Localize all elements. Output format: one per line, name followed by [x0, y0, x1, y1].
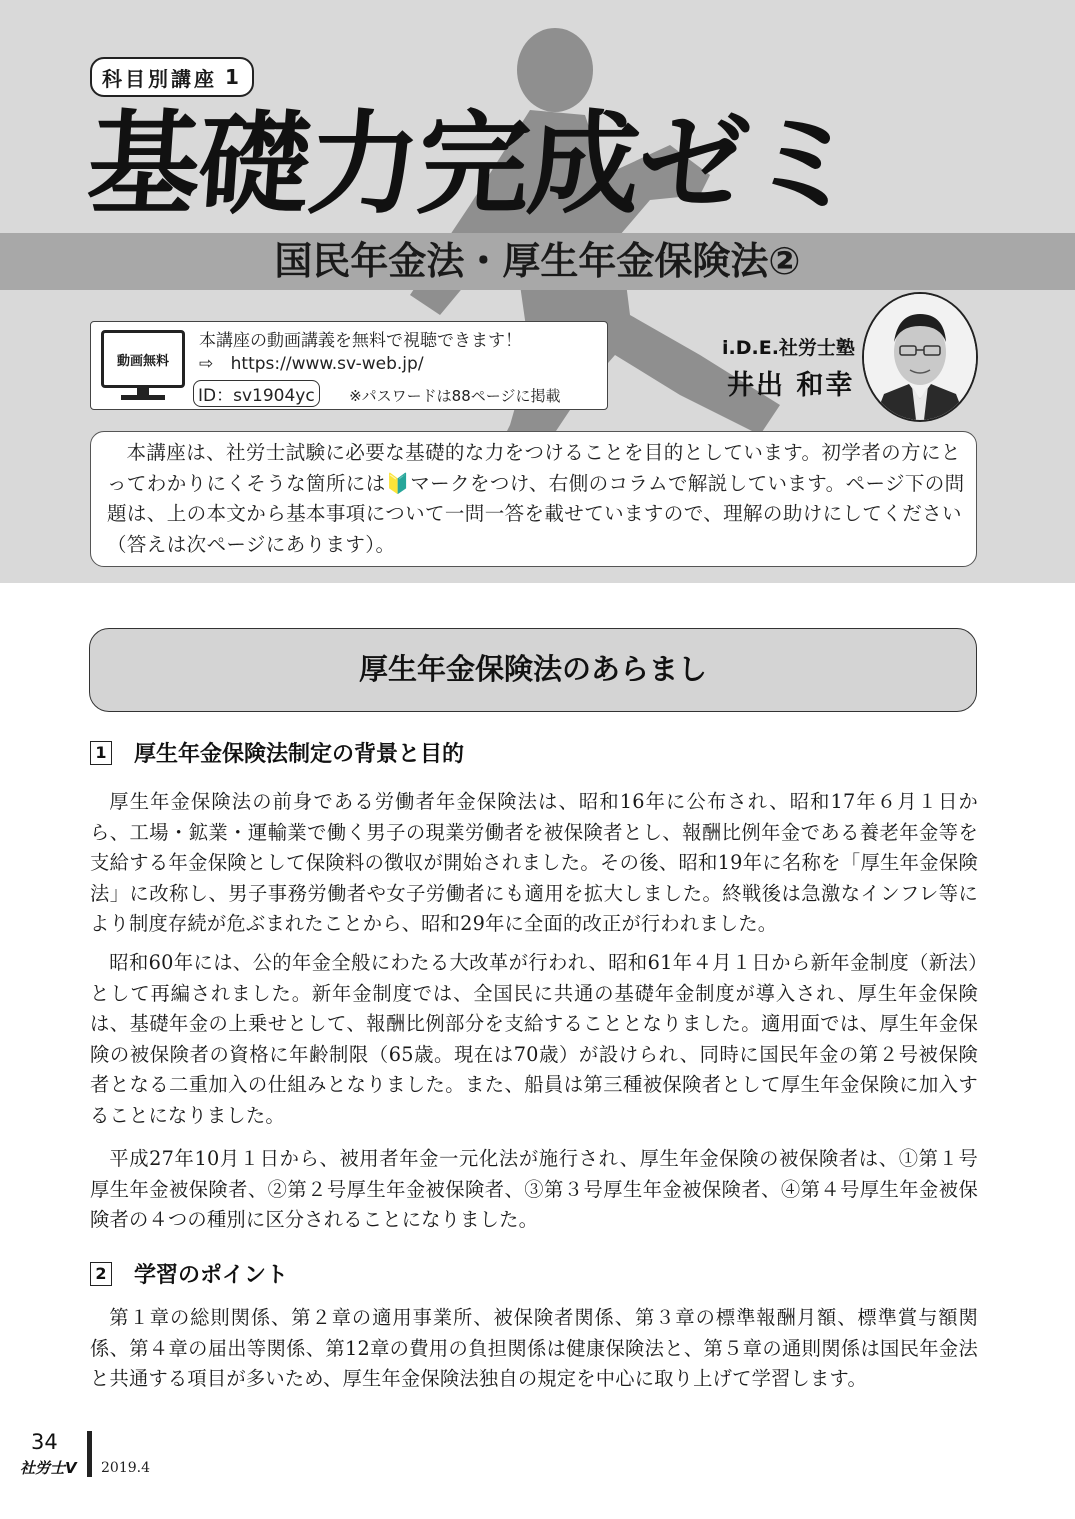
- video-id-line: [199, 380, 560, 407]
- paragraph: 厚生年金保険法の前身である労働者年金保険法は、昭和16年に公布され、昭和17年６月１日から、工場・鉱業・運輸業で働く男子の現業労働者を被保険者とし、報酬比例年金である養老年金等を支給する年金保険として保険料の徴収が開始されました。その後、昭和19年に名称を「厚生年金保険法」に改称し、男子事務労働者や女子労働者にも適用を拡大しました。終戦後は急激なインフレ等により制度存続が危ぶまれたことから、昭和29年に全面的改正が行われました。: [90, 790, 978, 935]
- video-description: 本講座の動画講義を無料で視聴できます！: [199, 331, 522, 351]
- subheading-1: [90, 737, 464, 768]
- course-number: 1: [225, 65, 242, 89]
- video-url-link[interactable]: https://www.sv-web.jp/: [230, 354, 424, 374]
- author-portrait: [862, 292, 978, 422]
- video-url-line: [199, 354, 424, 374]
- paragraph: 平成27年10月１日から、被用者年金一元化法が施行され、厚生年金保険の被保険者は、①第１号厚生年金被保険者、②第２号厚生年金被保険者、③第３号厚生年金被保険者、④第４号厚生年金被保険者の４つの種別に区分されることになりました。: [90, 1147, 978, 1231]
- author-organization: i.D.E.社労士塾: [722, 337, 855, 359]
- section-heading: 厚生年金保険法のあらまし: [358, 652, 707, 686]
- subheading-2: [90, 1258, 288, 1289]
- intro-text: 本講座は、社労士試験に必要な基礎的な力をつけることを目的としています。初学者の方にとってわかりにくそうな箇所には🔰マークをつけ、右側のコラムで解説しています。ページ下の問題は、上の本文から基本事項について一問一答を載せていますので、理解の助けにしてください（答えは次ページにあります）。: [107, 441, 965, 556]
- subheading-title: 学習のポイント: [134, 1263, 289, 1288]
- paragraph: 昭和60年には、公的年金全般にわたる大改革が行われ、昭和61年４月１日から新年金制度（新法）として再編されました。新年金制度では、全国民に共通の基礎年金制度が導入され、厚生年金保険は、基礎年金の上乗せとして、報酬比例部分を支給することとなりました。適用面では、厚生年金保険の被保険者の資格に年齢制限（65歳。現在は70歳）が設けられ、同時に国民年金の第２号被保険者となる二重加入の仕組みとなりました。また、船員は第三種被保険者として厚生年金保険に加入することになりました。: [90, 951, 978, 1127]
- arrow-icon: ⇨: [199, 354, 214, 374]
- intro-box: [90, 431, 977, 567]
- subtitle: 国民年金法・厚生年金保険法②: [274, 239, 801, 283]
- course-badge: [90, 57, 254, 97]
- video-free-label: 動画無料: [101, 330, 185, 388]
- footer-divider: [87, 1431, 92, 1477]
- subheading-title: 厚生年金保険法制定の背景と目的: [134, 742, 465, 767]
- password-note: ※パスワードは88ページに掲載: [349, 387, 561, 405]
- video-info-box: [90, 321, 608, 410]
- author-name: 井出 和幸: [727, 370, 855, 401]
- video-id: ID：sv1904yc: [193, 380, 320, 407]
- issue-date: 2019.4: [101, 1460, 150, 1476]
- course-badge-label: 科目別講座: [102, 66, 217, 91]
- subheading-number: 2: [90, 1262, 112, 1286]
- paragraph: 第１章の総則関係、第２章の適用事業所、被保険者関係、第３章の標準報酬月額、標準賞与額関係、第４章の届出等関係、第12章の費用の負担関係は健康保険法と、第５章の通則関係は国民年金法と共通する項目が多いため、厚生年金保険法独自の規定を中心に取り上げて学習します。: [90, 1306, 978, 1390]
- subheading-number: 1: [90, 741, 112, 765]
- page-number: 34: [31, 1430, 58, 1454]
- main-title: 基礎力完成ゼミ: [83, 100, 863, 230]
- monitor-icon: [101, 330, 185, 402]
- magazine-name: 社労士V: [20, 1459, 77, 1477]
